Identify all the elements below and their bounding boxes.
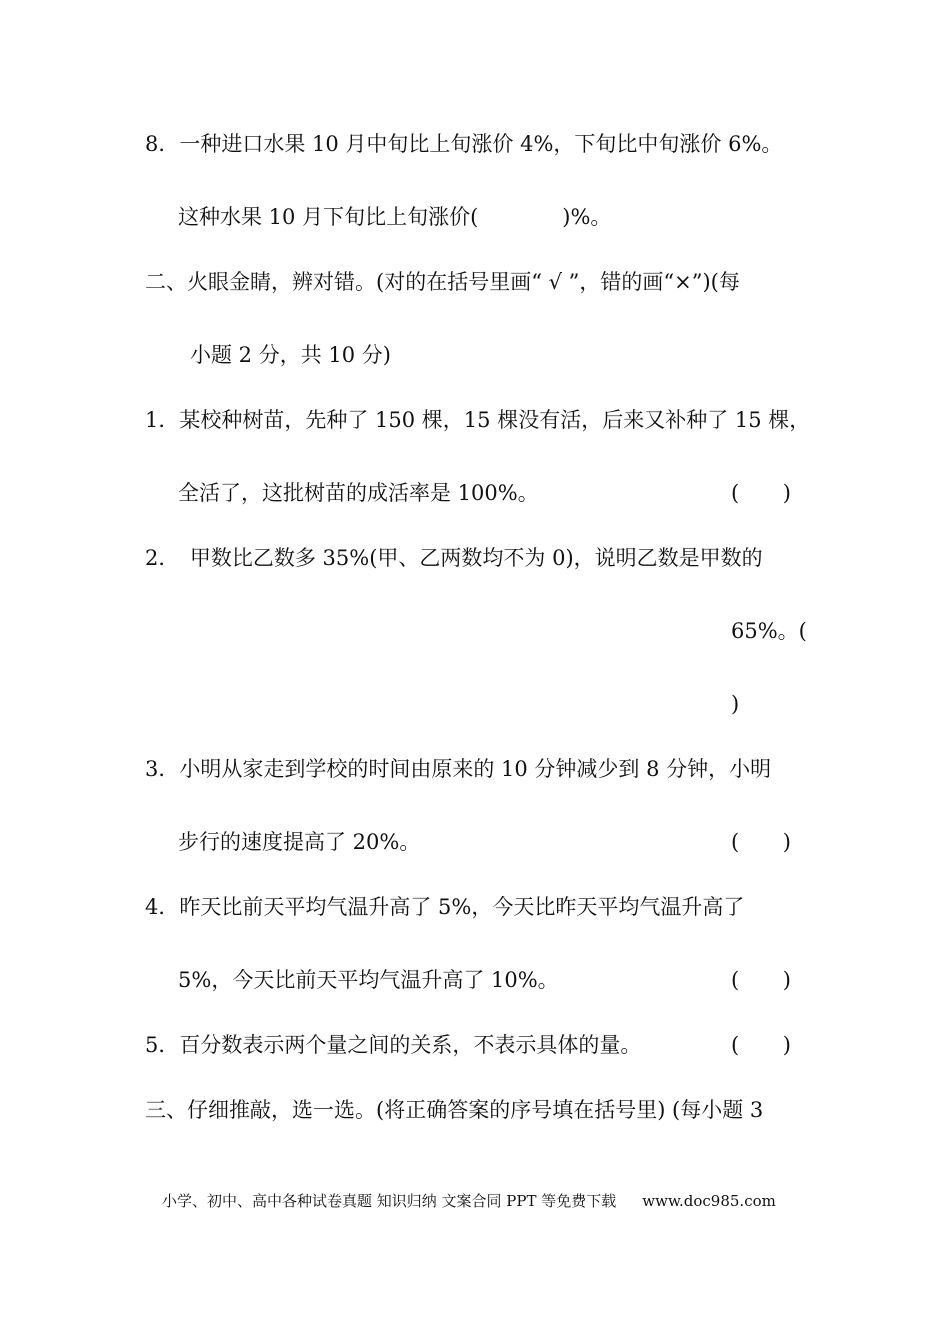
true-false-question-3-line-1: 3．小明从家走到学校的时间由原来的 10 分钟减少到 8 分钟，小明 [145,757,772,781]
true-false-question-4-line-2: 5%，今天比前天平均气温升高了 10%。 [178,968,559,992]
paren-close: ) [782,481,791,505]
section-2-heading-cont: 小题 2 分，共 10 分) [190,343,391,367]
paren-close: ) [782,968,791,992]
answer-blank-2-close[interactable]: ) [731,692,740,716]
true-false-question-5: 5．百分数表示两个量之间的关系，不表示具体的量。 [145,1033,642,1057]
true-false-question-4-line-1: 4．昨天比前天平均气温升高了 5%，今天比昨天平均气温升高了 [145,895,745,919]
true-false-question-2-line-2: 65%。( [731,619,807,643]
true-false-question-2-line-1: 2． 甲数比乙数多 35%(甲、乙两数均不为 0)，说明乙数是甲数的 [145,546,763,570]
true-false-question-1-line-2: 全活了，这批树苗的成活率是 100%。 [178,481,539,505]
paren-open: ( [731,830,740,854]
paren-open: ( [731,481,740,505]
footer-site-link[interactable]: www.doc985.com [642,1192,776,1210]
paren-open: ( [731,1033,740,1057]
paren-close: ) [782,830,791,854]
question-8-line-2: 这种水果 10 月下旬比上旬涨价( )%。 [178,205,612,229]
question-8-line-1: 8．一种进口水果 10 月中旬比上旬涨价 4%，下旬比中旬涨价 6%。 [145,132,783,156]
true-false-question-1-line-1: 1．某校种树苗，先种了 150 棵，15 棵没有活，后来又补种了 15 棵， [145,408,811,432]
paren-open: ( [731,968,740,992]
page-footer [162,1191,776,1211]
true-false-question-3-line-2: 步行的速度提高了 20%。 [178,830,421,854]
paren-close: ) [782,1033,791,1057]
footer-text: 小学、初中、高中各种试卷真题 知识归纳 文案合同 PPT 等免费下载 [162,1192,617,1210]
section-2-heading: 二、火眼金睛，辨对错。(对的在括号里画“ √ ”，错的画“×”)(每 [145,270,740,294]
section-3-heading: 三、仔细推敲，选一选。(将正确答案的序号填在括号里) (每小题 3 [145,1098,764,1122]
